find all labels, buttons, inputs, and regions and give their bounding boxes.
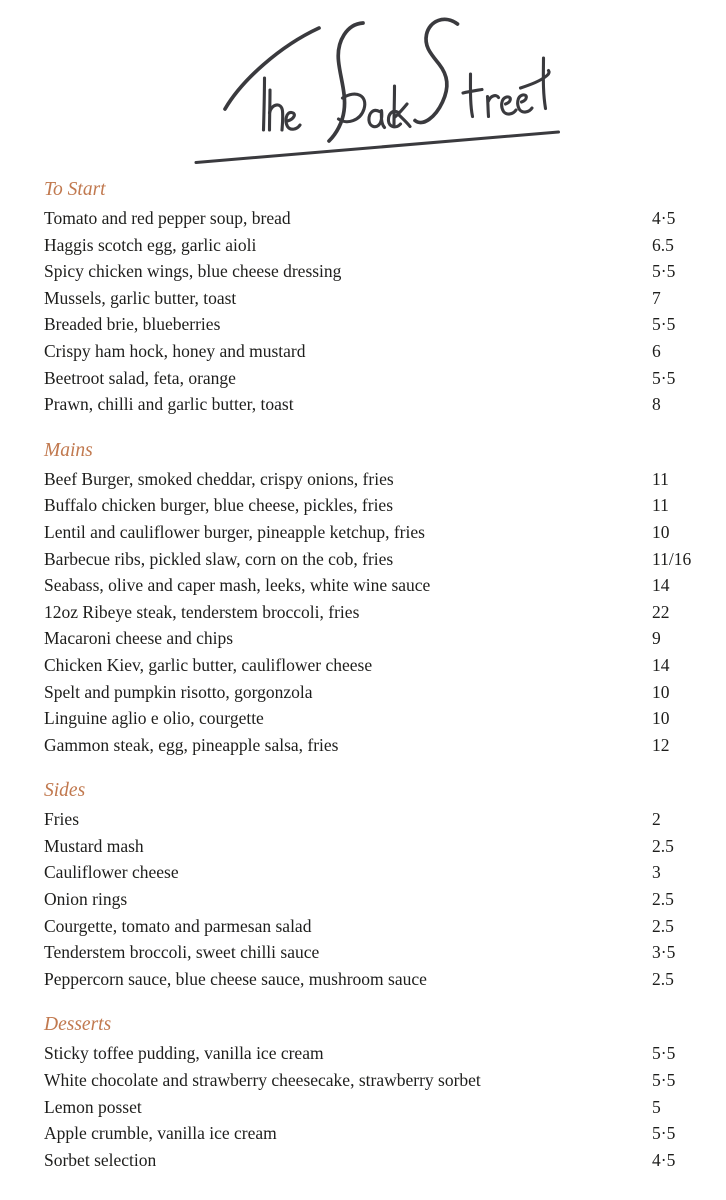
menu-item-row (44, 572, 682, 599)
item-name: White chocolate and strawberry cheesecake, strawberry sorbet (44, 1070, 481, 1091)
restaurant-logo (0, 0, 726, 170)
item-price: 5 (652, 1096, 661, 1117)
item-price: 5·5 (652, 1123, 676, 1144)
item-price: 9 (652, 628, 661, 649)
logo-t1-stem (470, 74, 472, 117)
item-name: Macaroni cheese and chips (44, 628, 234, 649)
logo-h-bump (270, 105, 283, 130)
logo-e3 (518, 95, 532, 112)
menu-item-row (44, 732, 682, 759)
logo-k-stem (394, 86, 395, 126)
menu-item-row (44, 285, 682, 312)
menu-item-row (44, 859, 682, 886)
item-price: 14 (652, 654, 670, 675)
item-price: 5·5 (652, 261, 676, 282)
item-price: 10 (652, 681, 670, 702)
item-name: Prawn, chilli and garlic butter, toast (44, 394, 294, 415)
logo-e1 (286, 112, 300, 129)
menu-item-row (44, 205, 682, 232)
item-price: 3·5 (652, 942, 676, 963)
menu-sections (0, 176, 726, 1173)
item-price: 6 (652, 340, 661, 361)
item-name: Fries (44, 809, 79, 830)
menu-item-row (44, 705, 682, 732)
item-name: Beef Burger, smoked cheddar, crispy onions, fries (44, 468, 394, 489)
item-name: Gammon steak, egg, pineapple salsa, fries (44, 734, 339, 755)
logo-T-stem (264, 78, 265, 130)
logo-a (369, 110, 385, 127)
item-price: 4·5 (652, 208, 676, 228)
item-price: 2 (652, 809, 661, 830)
logo-T-sweep (225, 28, 319, 109)
logo-B-spine (329, 23, 363, 141)
menu-item-row (44, 625, 682, 652)
item-name: Spelt and pumpkin risotto, gorgonzola (44, 681, 313, 702)
menu-item-row (44, 466, 682, 493)
menu-item-row (44, 365, 682, 392)
item-price: 12 (652, 734, 670, 755)
item-name: Cauliflower cheese (44, 862, 179, 883)
item-name: Apple crumble, vanilla ice cream (44, 1123, 277, 1144)
item-name: Sticky toffee pudding, vanilla ice cream (44, 1043, 324, 1064)
menu-item-row (44, 311, 682, 338)
item-name: Onion rings (44, 889, 128, 910)
item-price: 2.5 (652, 968, 674, 989)
item-price: 5·5 (652, 314, 676, 335)
item-name: Buffalo chicken burger, blue cheese, pickles, fries (44, 495, 394, 516)
menu-item-row (44, 1067, 682, 1094)
item-name: Spicy chicken wings, blue cheese dressing (44, 261, 342, 282)
item-price: 2.5 (652, 835, 674, 856)
menu-item-row (44, 492, 682, 519)
section-title: Sides (44, 780, 86, 802)
menu-item-row (44, 1147, 682, 1174)
item-price: 8 (652, 394, 661, 415)
menu-item-row (44, 1094, 682, 1121)
menu-item-row (44, 652, 682, 679)
logo-S-sweep (415, 19, 458, 122)
menu-item-row (44, 806, 682, 833)
item-price: 6.5 (652, 234, 674, 255)
menu-item-row (44, 913, 682, 940)
item-price: 3 (652, 862, 661, 883)
section-title: Mains (44, 439, 93, 461)
menu-item-row (44, 939, 682, 966)
item-price: 22 (652, 601, 670, 622)
item-price: 5·5 (652, 1070, 676, 1091)
logo-underline (196, 132, 559, 163)
item-name: Crispy ham hock, honey and mustard (44, 340, 306, 361)
item-name: Tenderstem broccoli, sweet chilli sauce (44, 942, 320, 963)
item-name: Seabass, olive and caper mash, leeks, white wine sauce (44, 575, 431, 596)
item-price: 11/16 (652, 548, 692, 569)
menu-section (44, 1011, 682, 1173)
menu-item-row (44, 1040, 682, 1067)
item-name: Barbecue ribs, pickled slaw, corn on the cob, fries (44, 548, 394, 569)
menu-item-row (44, 966, 682, 993)
menu-item-row (44, 519, 682, 546)
item-name: Lemon posset (44, 1096, 142, 1117)
menu-item-row (44, 391, 682, 418)
logo-t2-stem (543, 58, 545, 109)
menu-section (44, 777, 682, 992)
item-price: 5·5 (652, 367, 676, 388)
menu-item-row (44, 1120, 682, 1147)
menu-item-row (44, 833, 682, 860)
item-name: Linguine aglio e olio, courgette (44, 708, 264, 729)
item-name: Mussels, garlic butter, toast (44, 287, 237, 308)
menu-item-row (44, 546, 692, 573)
menu-item-row (44, 338, 682, 365)
section-title: To Start (44, 179, 106, 200)
logo-t1-cross (463, 90, 482, 94)
logo-r-shoulder (489, 96, 499, 101)
item-price: 11 (652, 468, 669, 489)
item-name: 12oz Ribeye steak, tenderstem broccoli, fries (44, 601, 360, 622)
item-price: 10 (652, 708, 670, 729)
item-name: Lentil and cauliflower burger, pineapple ketchup, fries (44, 521, 425, 542)
item-name: Mustard mash (44, 835, 144, 856)
menu-item-row (44, 886, 682, 913)
menu-item-row (44, 679, 682, 706)
menu-item-row (44, 232, 682, 259)
menu-item-row (44, 258, 682, 285)
menu-item-row (44, 599, 682, 626)
item-name: Breaded brie, blueberries (44, 314, 221, 335)
item-name: Peppercorn sauce, blue cheese sauce, mushroom sauce (44, 968, 427, 989)
item-name: Haggis scotch egg, garlic aioli (44, 234, 257, 255)
item-price: 11 (652, 495, 669, 516)
section-title: Desserts (44, 1014, 112, 1036)
item-name: Sorbet selection (44, 1149, 157, 1170)
item-price: 2.5 (652, 915, 674, 936)
item-price: 2.5 (652, 889, 674, 910)
logo-script-icon (180, 14, 580, 166)
item-price: 5·5 (652, 1043, 676, 1064)
item-price: 7 (652, 287, 661, 308)
item-name: Chicken Kiev, garlic butter, cauliflower cheese (44, 654, 373, 675)
item-price: 4·5 (652, 1149, 676, 1170)
item-price: 14 (652, 575, 670, 596)
logo-e2 (502, 97, 516, 114)
menu-section (44, 437, 692, 759)
menu-section (44, 176, 682, 418)
item-name: Tomato and red pepper soup, bread (44, 208, 291, 228)
item-name: Beetroot salad, feta, orange (44, 367, 236, 388)
item-name: Courgette, tomato and parmesan salad (44, 915, 312, 936)
item-price: 10 (652, 521, 670, 542)
